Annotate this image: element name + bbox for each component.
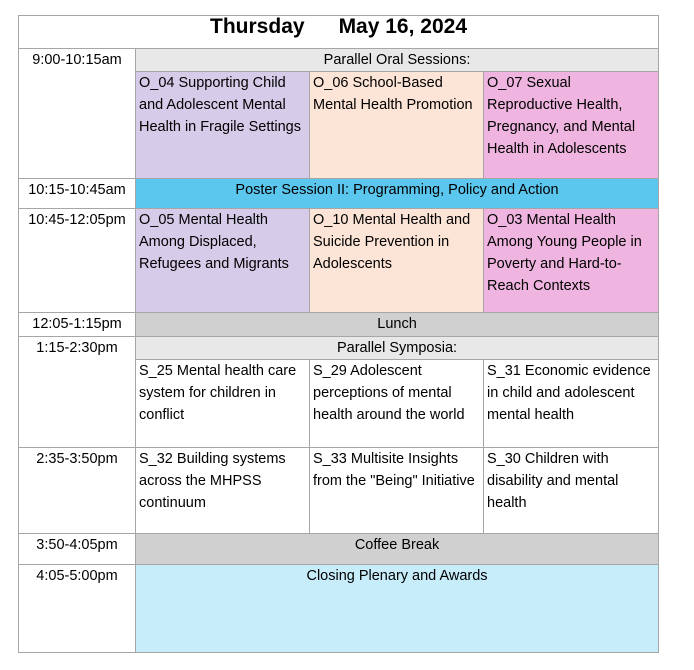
session-cell: O_03 Mental Health Among Young People in Poverty and Hard-to-Reach Contexts: [484, 209, 659, 313]
session-cell: O_05 Mental Health Among Displaced, Refugees and Migrants: [136, 209, 310, 313]
schedule-row: [19, 209, 659, 313]
time-cell: 3:50-4:05pm: [19, 534, 136, 565]
time-cell: 2:35-3:50pm: [19, 448, 136, 534]
schedule-row: [19, 448, 659, 534]
session-cell: S_25 Mental health care system for children in conflict: [136, 360, 310, 448]
schedule-row: [19, 534, 659, 565]
session-cell: S_33 Multisite Insights from the "Being" Initiative: [310, 448, 484, 534]
schedule-row: [19, 313, 659, 337]
time-cell: 4:05-5:00pm: [19, 565, 136, 653]
time-cell: 10:15-10:45am: [19, 179, 136, 209]
time-cell: 12:05-1:15pm: [19, 313, 136, 337]
schedule-table: [18, 15, 659, 653]
day-label: Thursday: [210, 15, 305, 38]
section-header: Parallel Oral Sessions:: [136, 49, 659, 72]
session-cell: S_29 Adolescent perceptions of mental health around the world: [310, 360, 484, 448]
day-title: [19, 16, 659, 49]
schedule-row: [19, 337, 659, 360]
schedule-row: [19, 565, 659, 653]
session-cell: S_30 Children with disability and mental health: [484, 448, 659, 534]
session-cell: S_32 Building systems across the MHPSS continuum: [136, 448, 310, 534]
title-row: [19, 16, 659, 49]
session-cell: O_06 School-Based Mental Health Promotion: [310, 72, 484, 179]
poster-session-cell: Poster Session II: Programming, Policy and Action: [136, 179, 659, 209]
coffee-break-cell: Coffee Break: [136, 534, 659, 565]
closing-plenary-cell: Closing Plenary and Awards: [136, 565, 659, 653]
date-label: May 16, 2024: [338, 15, 467, 38]
session-cell: S_31 Economic evidence in child and adolescent mental health: [484, 360, 659, 448]
schedule-row: [19, 179, 659, 209]
time-cell: 1:15-2:30pm: [19, 337, 136, 448]
time-cell: 10:45-12:05pm: [19, 209, 136, 313]
session-cell: O_04 Supporting Child and Adolescent Mental Health in Fragile Settings: [136, 72, 310, 179]
section-header: Parallel Symposia:: [136, 337, 659, 360]
session-cell: O_07 Sexual Reproductive Health, Pregnancy, and Mental Health in Adolescents: [484, 72, 659, 179]
schedule-row: [19, 49, 659, 72]
lunch-cell: Lunch: [136, 313, 659, 337]
time-cell: 9:00-10:15am: [19, 49, 136, 179]
session-cell: O_10 Mental Health and Suicide Prevention in Adolescents: [310, 209, 484, 313]
